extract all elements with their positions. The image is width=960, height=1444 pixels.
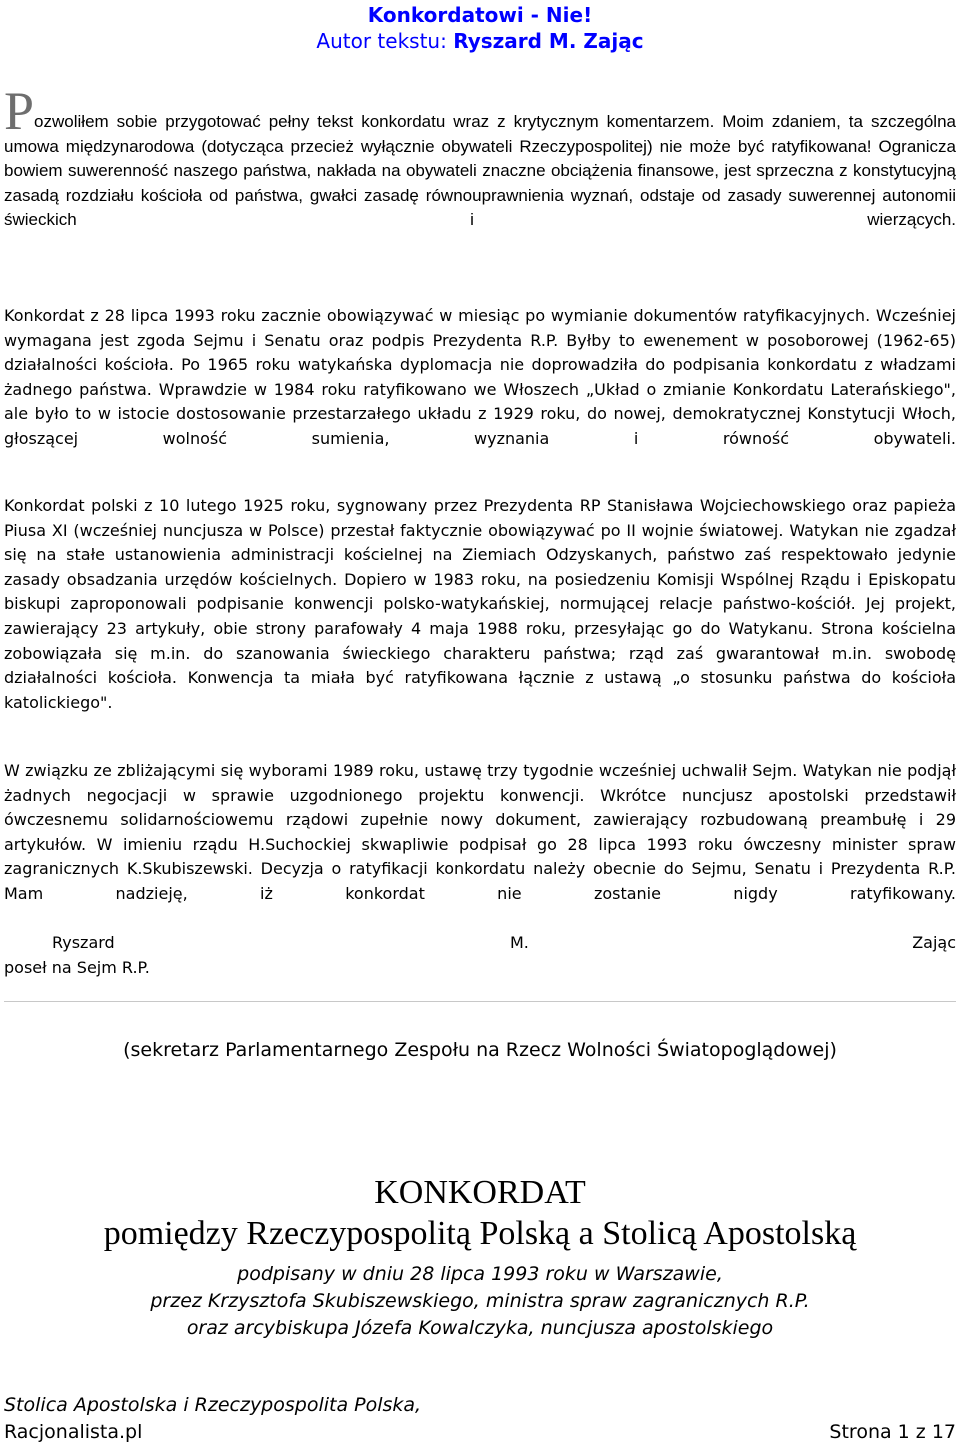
article-header xyxy=(0,2,960,54)
paragraph-ratification: Konkordat z 28 lipca 1993 roku zacznie obowiązywać w miesiąc po wymianie dokumentów ratyfikacyjnych. Wcześniej wymagana jest zgoda Sejmu i Senatu oraz podpis Prezydenta R.P. Byłby to ewenement w posoborowej (1962-65) działalności kościoła. Po 1965 roku watykańska dyplomacja nie doprowadziła do podpisania konkordatu z władzami żadnego państwa. Wprawdzie w 1984 roku ratyfikowano we Włoszech „Układ o zmianie Konkordatu Laterańskiego", ale było to w istocie dostosowanie przestarzałego układu z 1929 roku, do nowej, demokratycznej Konstytucji Włoch, głoszącej wolność sumienia, wyznania i równość obywateli. xyxy=(4,306,956,448)
signing-line: oraz arcybiskupa Józefa Kowalczyka, nuncjusza apostolskiego xyxy=(186,1317,774,1339)
paragraph-history: Konkordat polski z 10 lutego 1925 roku, sygnowany przez Prezydenta RP Stanisława Wojciechowskiego oraz papieża Piusa XI (wcześniej nuncjusza w Polsce) przestał faktycznie obowiązywać po II wojnie światowej. Watykan nie zgadzał się na stałe ustanowienia administracji kościelnej na Ziemiach Odzyskanych, państwo zaś respektowało jedynie zasady obsadzania urzędów kościelnych. Dopiero w 1983 roku, na posiedzeniu Komisji Wspólnej Rządu i Episkopatu biskupi zaproponowali podpisanie konwencji polsko-watykańskiej, normującej relacje państwo-kościół. Jej projekt, zawierający 23 artykuły, obie strony parafowały 4 maja 1988 roku, przesyłając go do Watykanu. Strona kościelna zobowiązała się m.in. do szanowania świeckiego charakteru państwa; rząd zaś gwarantował m.in. swobodę działalności kościoła. Konwencja ta miała być ratyfikowana łącznie z ustawą „o stosunku państwa do kościoła katolickiego". xyxy=(4,496,956,712)
signature-role: poseł na Sejm R.P. xyxy=(4,958,150,977)
article-title: Konkordatowi - Nie! xyxy=(367,3,593,27)
continued-text: Stolica Apostolska i Rzeczypospolita Polska, xyxy=(4,1394,422,1416)
konkordat-title: KONKORDAT xyxy=(374,1174,586,1211)
drop-cap: P xyxy=(4,81,35,141)
signature-first-name: Ryszard xyxy=(52,933,115,952)
signing-line: podpisany w dniu 28 lipca 1993 roku w Warszawie, xyxy=(237,1263,723,1285)
author-line xyxy=(0,28,960,54)
author-name: Ryszard M. Zając xyxy=(453,29,644,53)
signature-last-name: Zając xyxy=(912,933,956,952)
signature-initial: M. xyxy=(510,933,529,952)
signing-line: przez Krzysztofa Skubiszewskiego, ministra spraw zagranicznych R.P. xyxy=(150,1290,810,1312)
author-prefix: Autor tekstu: xyxy=(316,29,447,53)
intro-paragraph xyxy=(4,81,956,233)
konkordat-subtitle: pomiędzy Rzeczypospolitą Polską a Stolicą Apostolską xyxy=(103,1215,857,1252)
signing-info xyxy=(0,1261,960,1342)
separator-line xyxy=(4,1001,956,1002)
paragraph-elections: W związku ze zbliżającymi się wyborami 1989 roku, ustawę trzy tygodnie wcześniej uchwalił Sejm. Watykan nie podjął żadnych negocjacji w sprawie uzgodnionego projektu konwencji. Wkrótce nuncjusz apostolski przedstawił ówczesnemu solidarnościowemu rządowi zupełnie nowy dokument, zawierający rozbudowaną preambułę i 29 artykułów. W imieniu rządu H.Suchockiej skwapliwie podpisał go 28 lipca 1993 roku ówczesny minister spraw zagranicznych K.Skubiszewski. Decyzja o ratyfikacji konkordatu należy obecnie do Sejmu, Senatu i Prezydenta R.P. Mam nadzieję, iż konkordat nie zostanie nigdy ratyfikowany. xyxy=(4,761,956,903)
footer-site-name: Racjonalista.pl xyxy=(4,1421,143,1443)
secretary-note: (sekretarz Parlamentarnego Zespołu na Rzecz Wolności Światopoglądowej) xyxy=(123,1039,837,1061)
intro-text: ozwoliłem sobie przygotować pełny tekst konkordatu wraz z krytycznym komentarzem. Moim zdaniem, ta szczególna umowa międzynarodowa (dotycząca przecież wyłącznie obywateli Rzeczypospolitej) nie może być ratyfikowana! Ogranicza bowiem suwerenność naszego państwa, nakłada na obywateli znaczne obciążenia finansowe, jest sprzeczna z konstytucyjną zasadą rozdziału kościoła od państwa, gwałci zasadę równouprawnienia wyznań, odstaje od zasady suwerennej autonomii świeckich i wierzących. xyxy=(4,112,956,229)
page-number: Strona 1 z 17 xyxy=(829,1421,956,1443)
